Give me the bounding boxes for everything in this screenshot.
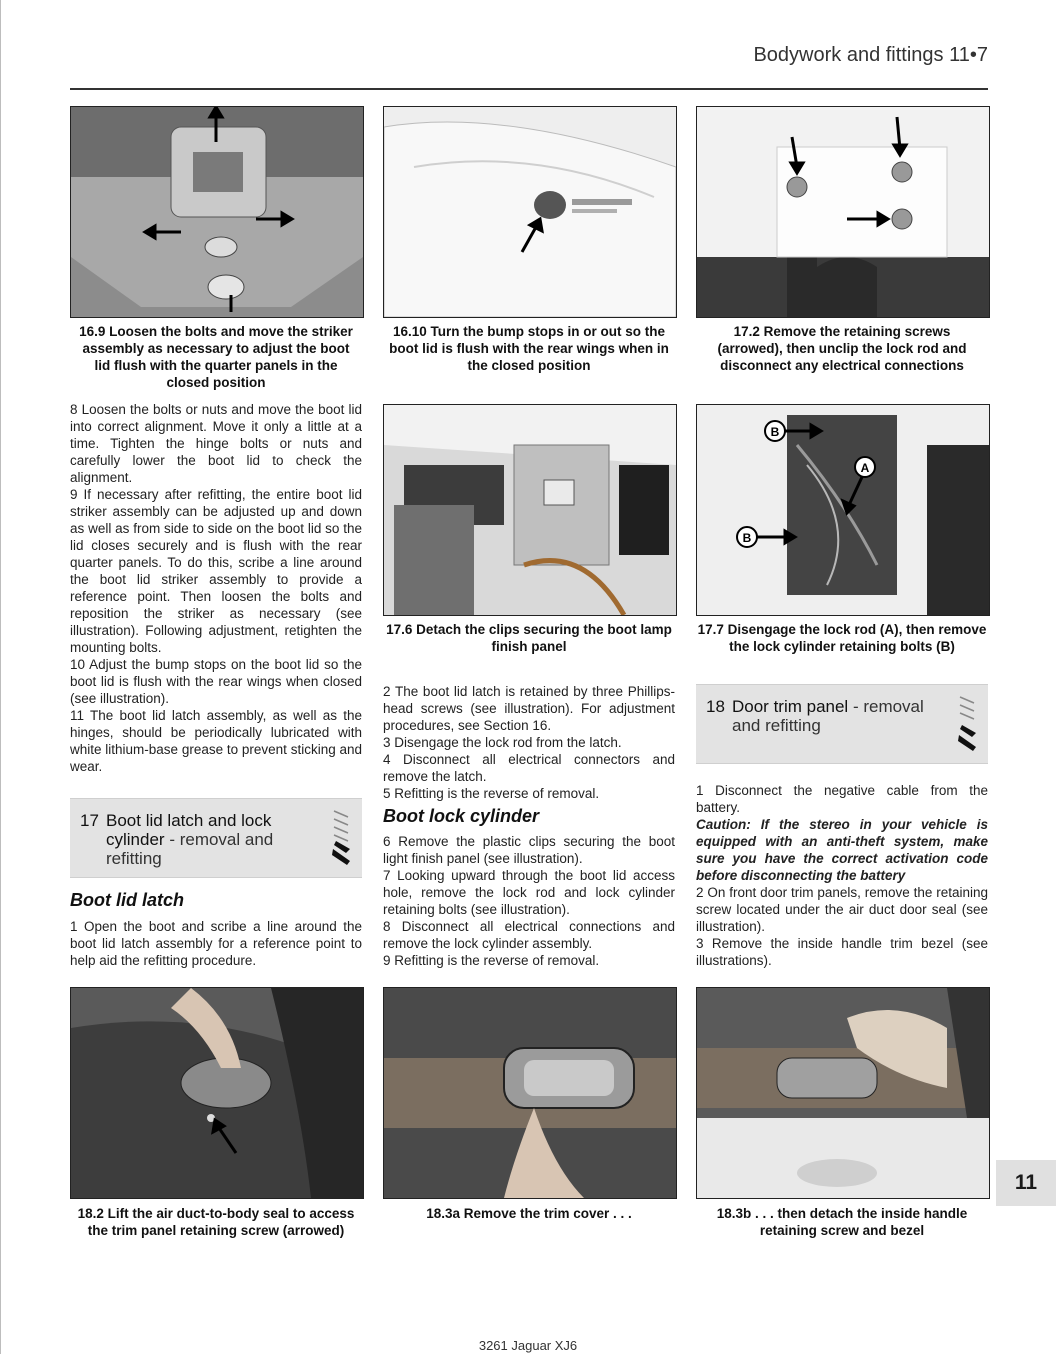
- column-2-text: [383, 683, 675, 802]
- para-17-2: 2 The boot lid latch is retained by three Phillips-head screws (see illustration). For adjustment procedures, see Section 16.: [383, 684, 675, 733]
- section-17-title-main: Boot lid latch and lock cylinder: [106, 811, 272, 849]
- para-17-4: 4 Disconnect all electrical connectors and remove the latch.: [383, 752, 675, 784]
- photo-16-9: [70, 106, 364, 318]
- page-footer: 3261 Jaguar XJ6: [478, 1338, 578, 1353]
- label-a: A: [860, 461, 870, 475]
- caution-note: Caution: If the stereo in your vehicle is equipped with an anti-theft system, make sure you have the correct activation code before disconnecting the battery: [696, 817, 988, 883]
- section-18-number: 18: [706, 697, 725, 716]
- photo-17-7: [696, 404, 990, 616]
- header-rule: [70, 88, 988, 90]
- caption-17-6: 17.6 Detach the clips securing the boot lamp finish panel: [386, 622, 672, 654]
- para-16-11: 11 The boot lid latch assembly, as well as the hinges, should be periodically lubricated with white lithium-base grease to prevent sticking and wear.: [70, 708, 362, 774]
- section-18-heading: [696, 684, 988, 764]
- label-b-bottom: B: [742, 531, 752, 545]
- caption-18-3b: 18.3b . . . then detach the inside handle retaining screw and bezel: [716, 1206, 968, 1238]
- subheading-boot-lid-latch: Boot lid latch: [70, 890, 184, 910]
- photo-16-10: [383, 106, 677, 318]
- caption-18-3a: 18.3a Remove the trim cover . . .: [426, 1206, 632, 1221]
- para-17-5: 5 Refitting is the reverse of removal.: [383, 786, 600, 801]
- para-16-8: 8 Loosen the bolts or nuts and move the boot lid into correct alignment. Move it only a little at a time. Tighten the hinge bolts or nuts and carefully lower the boot lid to check the alignment.: [70, 402, 362, 485]
- page-header-title: Bodywork and fittings 11•7: [753, 44, 988, 66]
- column-1-text: [70, 401, 362, 775]
- para-18-2: 2 On front door trim panels, remove the retaining screw located under the air duct door seal (see illustration).: [696, 885, 988, 934]
- column-2-cylinder-text: [383, 833, 675, 969]
- chapter-tab: 11: [996, 1160, 1056, 1206]
- para-17-8: 8 Disconnect all electrical connections and remove the lock cylinder assembly.: [383, 919, 675, 951]
- para-17-7: 7 Looking upward through the boot lid access hole, remove the lock rod and lock cylinder retaining bolts (see illustration).: [383, 868, 675, 917]
- caption-16-9: 16.9 Loosen the bolts and move the striker assembly as necessary to adjust the boot lid flush with the quarter panels in the closed position: [79, 324, 353, 390]
- difficulty-wrench-icon: [330, 805, 354, 869]
- difficulty-wrench-icon: [956, 691, 980, 755]
- caption-17-7: 17.7 Disengage the lock rod (A), then remove the lock cylinder retaining bolts (B): [697, 622, 987, 654]
- photo-17-6: [383, 404, 677, 616]
- section-18-title-main: Door trim panel: [732, 697, 849, 716]
- column-1-latch-text: [70, 918, 362, 969]
- section-17-heading: [70, 798, 362, 878]
- para-17-6: 6 Remove the plastic clips securing the boot light finish panel (see illustration).: [383, 834, 675, 866]
- para-17-1: 1 Open the boot and scribe a line around the boot lid latch assembly for a reference point to help aid the refitting procedure.: [70, 919, 362, 968]
- photo-18-2: [70, 987, 364, 1199]
- para-17-3: 3 Disengage the lock rod from the latch.: [383, 735, 622, 750]
- label-b-top: B: [770, 425, 780, 439]
- section-18-title: [732, 697, 932, 735]
- caption-17-2: 17.2 Remove the retaining screws (arrowed), then unclip the lock rod and disconnect any electrical connections: [717, 324, 967, 373]
- column-3-text: [696, 782, 988, 969]
- para-18-1: 1 Disconnect the negative cable from the battery.: [696, 783, 988, 815]
- caption-18-2: 18.2 Lift the air duct-to-body seal to access the trim panel retaining screw (arrowed): [77, 1206, 355, 1238]
- section-18-title-rest: - removal and refitting: [732, 697, 924, 735]
- para-16-10: 10 Adjust the bump stops on the boot lid so the boot lid is flush with the rear wings when closed (see illustration).: [70, 657, 362, 706]
- page-edge: [0, 0, 1, 1354]
- subheading-boot-lock-cylinder: Boot lock cylinder: [383, 806, 540, 826]
- section-17-title: [106, 811, 326, 868]
- caption-16-10: 16.10 Turn the bump stops in or out so the boot lid is flush with the rear wings when in the closed position: [389, 324, 669, 373]
- section-17-number: 17: [80, 811, 99, 830]
- photo-18-3b: [696, 987, 990, 1199]
- section-17-title-rest: - removal and refitting: [106, 830, 274, 868]
- para-16-9: 9 If necessary after refitting, the entire boot lid striker assembly can be adjusted up and down as well as from side to side on the boot lid so the lid closes securely and is flush with the rear quarter panels. To do this, scribe a line around the boot lid striker assembly to provide a reference point. Then loosen the bolts and reposition the striker as necessary (see illustration). Following adjustment, retighten the mounting bolts.: [70, 487, 362, 655]
- photo-18-3a: [383, 987, 677, 1199]
- photo-17-2: [696, 106, 990, 318]
- para-18-3: 3 Remove the inside handle trim bezel (see illustrations).: [696, 936, 988, 968]
- para-17-9: 9 Refitting is the reverse of removal.: [383, 953, 600, 968]
